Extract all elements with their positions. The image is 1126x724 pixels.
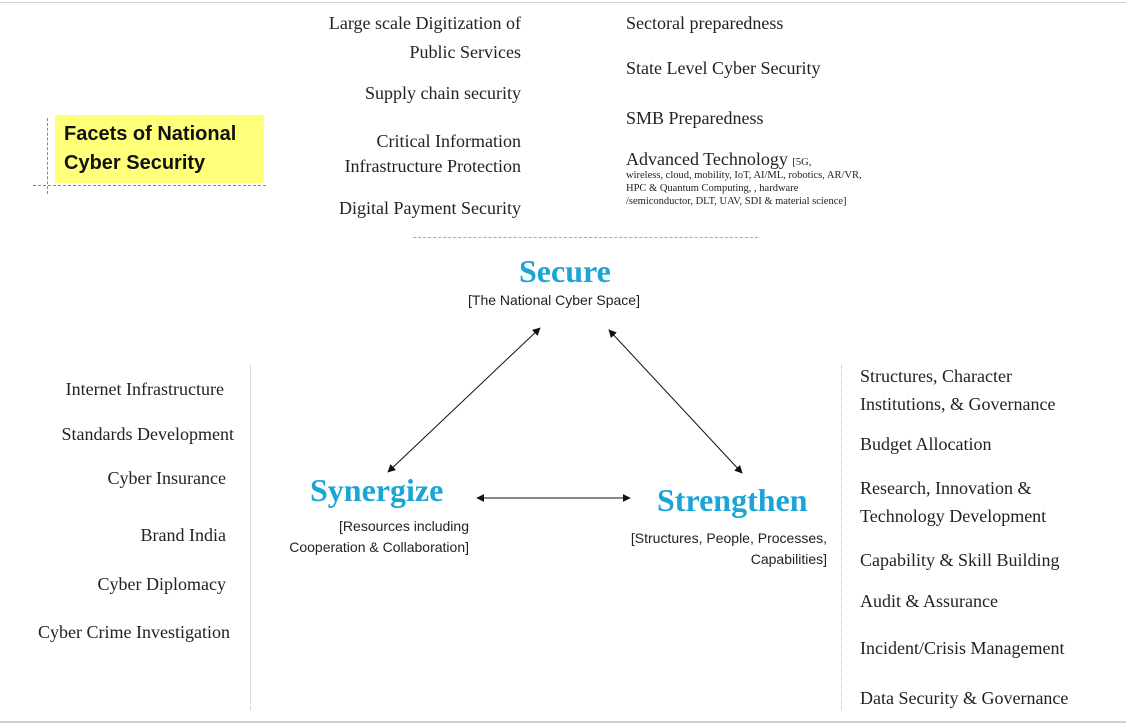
strengthen-subtitle-line2: Capabilities] <box>750 551 827 567</box>
secure-synergize-arrow <box>388 328 540 472</box>
synergize-item: Standards Development <box>61 424 234 444</box>
secure-item: Supply chain security <box>365 83 521 103</box>
advanced-technology-title: Advanced Technology <box>626 149 788 169</box>
secure-item: Public Services <box>409 42 521 62</box>
strengthen-item: Audit & Assurance <box>860 591 998 611</box>
synergize-title: Synergize <box>310 472 444 508</box>
strengthen-item: Technology Development <box>860 506 1047 526</box>
strengthen-item: Research, Innovation & <box>860 478 1032 498</box>
synergize-subtitle-line1: [Resources including <box>339 518 469 534</box>
synergize-item: Internet Infrastructure <box>65 379 224 399</box>
synergize-item: Cyber Diplomacy <box>97 574 226 594</box>
secure-subtitle: [The National Cyber Space] <box>468 292 640 308</box>
strengthen-subtitle-line1: [Structures, People, Processes, <box>630 530 827 546</box>
secure-item: State Level Cyber Security <box>626 58 821 78</box>
secure-item: Sectoral preparedness <box>626 13 784 33</box>
secure-item: Digital Payment Security <box>339 198 521 218</box>
strengthen-item: Incident/Crisis Management <box>860 638 1065 658</box>
synergize-item: Cyber Insurance <box>107 468 226 488</box>
strengthen-item: Data Security & Governance <box>860 688 1069 708</box>
strengthen-item: Structures, Character <box>860 366 1012 386</box>
facets-title: Facets of National Cyber Security <box>64 123 237 174</box>
advanced-technology-detail: wireless, cloud, mobility, IoT, AI/ML, robotics, AR/VR, HPC & Quantum Computing, , hardware /semiconductor, DLT, UAV, SDI & material science] <box>626 170 862 207</box>
synergize-item: Cyber Crime Investigation <box>38 622 230 642</box>
advanced-technology-detail-start: [5G, <box>792 157 812 168</box>
secure-item: SMB Preparedness <box>626 108 764 128</box>
secure-item: Critical Information <box>376 131 521 151</box>
strengthen-item: Capability & Skill Building <box>860 550 1060 570</box>
secure-item: Large scale Digitization of <box>328 13 521 33</box>
strengthen-item: Budget Allocation <box>860 434 992 454</box>
synergize-item: Brand India <box>140 525 226 545</box>
strengthen-title: Strengthen <box>657 482 808 518</box>
secure-title: Secure <box>519 253 611 289</box>
secure-item: Infrastructure Protection <box>344 156 521 176</box>
secure-strengthen-arrow <box>609 330 742 473</box>
synergize-subtitle-line2: Cooperation & Collaboration] <box>289 539 469 555</box>
strengthen-item: Institutions, & Governance <box>860 394 1056 414</box>
